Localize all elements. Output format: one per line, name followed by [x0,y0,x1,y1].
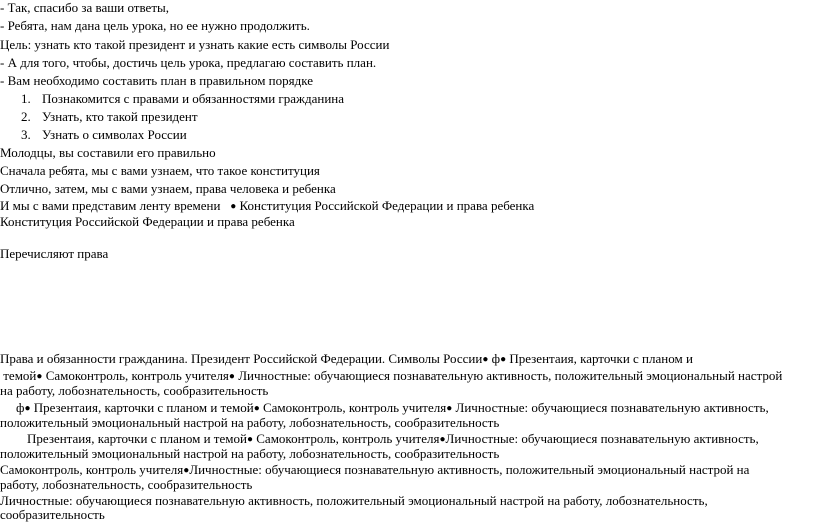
bullet-icon: ● [230,201,237,212]
student-activity-line: Перечисляют права [0,246,109,261]
fragment-text: Самоконтроль, контроль учителя [45,368,229,383]
dialogue-line: - А для того, чтобы, достичь цель урока, предлагаю составить план. [0,55,377,70]
dialogue-line: Молодцы, вы составили его правильно [0,145,216,160]
fragment-text: Права и обязанности гражданина. Президент Российской Федерации. Символы России [0,351,483,366]
bullet-icon: ● [24,403,31,414]
dialogue-text: Конституция Российской Федерации и права ребенка [239,198,535,213]
bullet-icon: ● [253,403,260,414]
bullet-icon: ● [482,354,489,365]
dialogue-line [0,198,534,215]
bullet-icon: ● [246,434,253,445]
fragment-text: Презентаия, карточки с планом и [509,351,693,366]
plan-item [21,127,187,142]
fragment-text: Личностные: обучающиеся познавательную активность, [455,400,769,415]
lesson-goal-line: Цель: узнать кто такой президент и узнать какие есть символы России [0,37,390,52]
bullet-icon: ● [500,354,507,365]
dialogue-text: И мы с вами представим ленту времени [0,198,221,213]
plan-item [21,91,344,106]
dialogue-line: Сначала ребята, мы с вами узнаем, что такое конституция [0,163,320,178]
bullet-icon: ● [228,371,235,382]
fragment-text: ф [491,351,501,366]
dialogue-line: Отлично, затем, мы с вами узнаем, права человека и ребенка [0,181,336,196]
fragment-text: Презентаия, карточки с планом и темой [27,431,247,446]
dialogue-line: Конституция Российской Федерации и права ребенка [0,214,295,229]
table-fragment-line: положительный эмоциональный настрой на работу, лобознательность, сообразительность [0,415,500,430]
dialogue-line: - Ребята, нам дана цель урока, но ее нужно продолжить. [0,18,310,33]
fragment-text: Личностные: обучающиеся познавательную активность, положительный эмоциональный настрой на [189,462,750,477]
dialogue-line: - Так, спасибо за ваши ответы, [0,0,169,15]
dialogue-line: - Вам необходимо составить план в правильном порядке [0,73,313,88]
plan-item-text: Узнать, кто такой президент [42,109,198,124]
fragment-text: Самоконтроль, контроль учителя [256,431,440,446]
fragment-text: Личностные: обучающиеся познавательную активность, [445,431,759,446]
plan-item-text: Познакомится с правами и обязанностями гражданина [42,91,345,106]
fragment-text: ф [16,400,25,415]
bullet-icon: ● [183,465,190,476]
fragment-text: Презентаия, карточки с планом и темой [33,400,254,415]
plan-item-number: 1. [21,91,31,106]
bullet-icon: ● [446,403,453,414]
bullet-icon: ● [36,371,43,382]
table-fragment-line: Личностные: обучающиеся познавательную активность, положительный эмоциональный настрой на работу, лобознательность, [0,493,708,508]
plan-item [21,109,198,124]
table-fragment-line: на работу, лобознательность, сообразительность [0,383,269,398]
fragment-text: Личностные: обучающиеся познавательную активность, положительный эмоциональный настрой [238,368,783,383]
table-fragment-line: положительный эмоциональный настрой на работу, лобознательность, сообразительность [0,446,500,461]
fragment-text: темой [3,368,37,383]
plan-item-text: Узнать о символах России [42,127,187,142]
bullet-icon: ● [439,434,446,445]
table-fragment-line: работу, лобознательность, сообразительность [0,477,253,492]
plan-item-number: 3. [21,127,31,142]
fragment-text: Самоконтроль, контроль учителя [0,462,184,477]
table-fragment-line: сообразительность [0,507,105,522]
plan-item-number: 2. [21,109,31,124]
fragment-text: Самоконтроль, контроль учителя [262,400,447,415]
table-fragment-line [0,351,693,368]
